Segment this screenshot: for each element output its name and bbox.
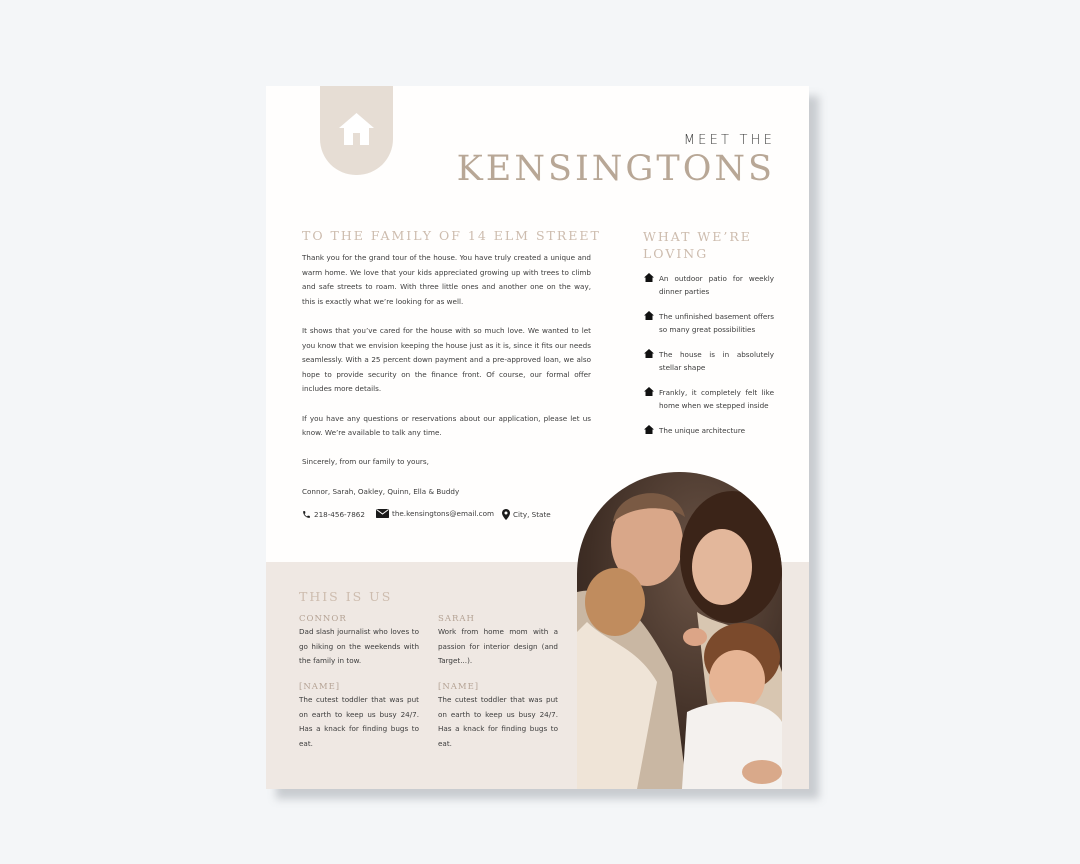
email-address: the.kensingtons@email.com	[392, 509, 494, 518]
location-contact	[502, 509, 551, 520]
list-item	[644, 386, 774, 412]
location-text: City, State	[513, 510, 551, 519]
list-item	[644, 348, 774, 374]
list-item	[644, 424, 774, 437]
list-item	[644, 310, 774, 336]
phone-number: 218-456-7862	[314, 510, 365, 519]
list-item-text: The house is in absolutely stellar shape	[659, 350, 774, 372]
letter-paragraph: Thank you for the grand tour of the house. You have truly created a unique and warm home. We love that your kids appreciated growing up with trees to climb and safe streets to roam. With three little ones and another one on the way, this is exactly what we’re looking for as well.	[302, 253, 591, 306]
house-bullet-icon	[644, 349, 654, 358]
letter-closing: Sincerely, from our family to yours,	[302, 457, 429, 467]
contact-row	[302, 509, 602, 523]
member-name: SARAH	[438, 614, 475, 624]
family-photo	[577, 472, 782, 789]
letter-paragraph: If you have any questions or reservations about our application, please let us know. We’re available to talk any time.	[302, 413, 591, 438]
member-card	[299, 614, 419, 669]
member-description: Work from home mom with a passion for interior design (and Target...).	[438, 627, 558, 666]
letter-title: TO THE FAMILY OF 14 ELM STREET	[302, 228, 601, 243]
member-description: Dad slash journalist who loves to go hiking on the weekends with the family in tow.	[299, 627, 419, 666]
member-description: The cutest toddler that was put on earth to keep us busy 24/7. Has a knack for finding bugs to eat.	[438, 695, 558, 748]
loving-title: WHAT WE’RE LOVING	[643, 229, 752, 261]
house-icon	[337, 111, 376, 147]
house-bullet-icon	[644, 387, 654, 396]
list-item	[644, 272, 774, 298]
letter-page	[266, 86, 809, 789]
phone-icon	[302, 509, 311, 520]
member-card	[438, 614, 558, 669]
envelope-icon	[376, 509, 389, 518]
location-pin-icon	[502, 509, 510, 520]
list-item-text: The unique architecture	[659, 426, 746, 435]
member-name: [NAME]	[299, 682, 341, 692]
letter-signature: Connor, Sarah, Oakley, Quinn, Ella & Buddy	[302, 486, 460, 496]
letter-paragraph: It shows that you’ve cared for the house with so much love. We wanted to let you know that we envision keeping the house just as it is, since it fits our needs seamlessly. With a 25 percent down payment and a pre-approved loan, we also hope to provide security on the finance front. Of course, our formal offer includes more details.	[302, 325, 591, 394]
letter-body	[302, 251, 591, 514]
list-item-text: An outdoor patio for weekly dinner parties	[659, 274, 774, 296]
member-card	[299, 682, 419, 751]
family-name-title: KENSINGTONS	[456, 149, 775, 189]
house-bullet-icon	[644, 273, 654, 282]
house-bullet-icon	[644, 425, 654, 434]
list-item-text: Frankly, it completely felt like home when we stepped inside	[659, 388, 774, 410]
member-name: CONNOR	[299, 614, 347, 624]
house-bullet-icon	[644, 311, 654, 320]
list-item-text: The unfinished basement offers so many great possibilities	[659, 312, 774, 334]
this-is-us-title: THIS IS US	[299, 589, 393, 604]
member-name: [NAME]	[438, 682, 480, 692]
member-card	[438, 682, 558, 751]
meet-the-heading: MEET THE	[683, 133, 775, 148]
email-contact[interactable]	[376, 509, 494, 518]
header-tab	[320, 86, 393, 175]
member-description: The cutest toddler that was put on earth to keep us busy 24/7. Has a knack for finding bugs to eat.	[299, 695, 419, 748]
phone-contact[interactable]	[302, 509, 365, 520]
